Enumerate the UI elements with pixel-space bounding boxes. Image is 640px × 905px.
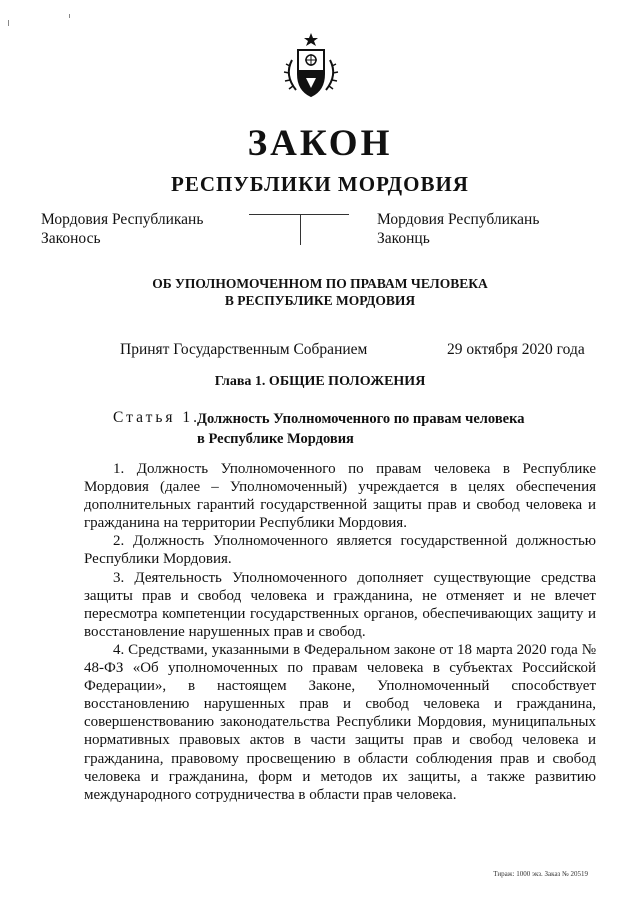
article-title-line-2: в Республике Мордовия [197, 431, 354, 447]
law-name-line-2: В РЕСПУБЛИКЕ МОРДОВИЯ [224, 293, 416, 308]
divider-vertical [300, 214, 301, 245]
print-run-note: Тираж: 1000 экз. Заказ № 20519 [493, 870, 588, 878]
moksha-heading [41, 210, 203, 248]
paragraph: 4. Средствами, указанными в Федеральном законе от 18 марта 2020 года № 48-ФЗ «Об уполномоченных по правам человека в субъектах Российской Федерации», в настоящем Законе, Уполномоченный способствует восстановлению нарушенных прав и свобод человека и гражданина, совершенствованию законодательства Республики Мордовия, муниципальных нормативных правовых актов в части защиты прав и свобод человека и гражданина, правовому просвещению в области соблюдения прав и свобод человека и гражданина, форм и методов их защиты, а также развитию международного сотрудничества в области прав человека. [84, 641, 596, 803]
paragraph: 2. Должность Уполномоченного является государственной должностью Республики Мордовия. [84, 533, 596, 568]
paragraph: 1. Должность Уполномоченного по правам человека в Республике Мордовия (далее – Уполномоченный) учреждается в целях обеспечения дополнительных гарантий государственной защиты прав и свобод человека и гражданина на территории Республики Мордовия. [84, 461, 596, 532]
adoption-date: 29 октября 2020 года [447, 341, 585, 358]
document-title: ЗАКОН [247, 123, 393, 164]
scan-mark [8, 20, 9, 26]
coat-of-arms-icon [278, 30, 344, 100]
erzya-heading [377, 210, 539, 248]
article-label: Статья 1. [113, 409, 201, 426]
erzya-line-1: Мордовия Республикань [377, 211, 540, 228]
law-name [0, 275, 640, 309]
document-subtitle: РЕСПУБЛИКИ МОРДОВИЯ [171, 172, 469, 196]
paragraph: 3. Деятельность Уполномоченного дополняет существующие средства защиты прав и свобод человека и гражданина, не отменяет и не влечет пересмотра компетенции государственных органов, обеспечивающих защиту и восстановление нарушенных прав и свобод. [84, 569, 596, 640]
chapter-heading: Глава 1. ОБЩИЕ ПОЛОЖЕНИЯ [214, 374, 426, 389]
moksha-line-1: Мордовия Республикань [41, 211, 204, 228]
law-name-line-1: ОБ УПОЛНОМОЧЕННОМ ПО ПРАВАМ ЧЕЛОВЕКА [152, 276, 488, 291]
adopted-by: Принят Государственным Собранием [120, 341, 368, 358]
erzya-line-2: Законць [377, 230, 430, 247]
article-body [84, 460, 596, 804]
article-title [197, 409, 587, 449]
article-title-line-1: Должность Уполномоченного по правам человека [197, 411, 525, 427]
divider-horizontal [249, 214, 349, 215]
moksha-line-2: Законось [41, 230, 101, 247]
scan-mark [69, 14, 70, 18]
